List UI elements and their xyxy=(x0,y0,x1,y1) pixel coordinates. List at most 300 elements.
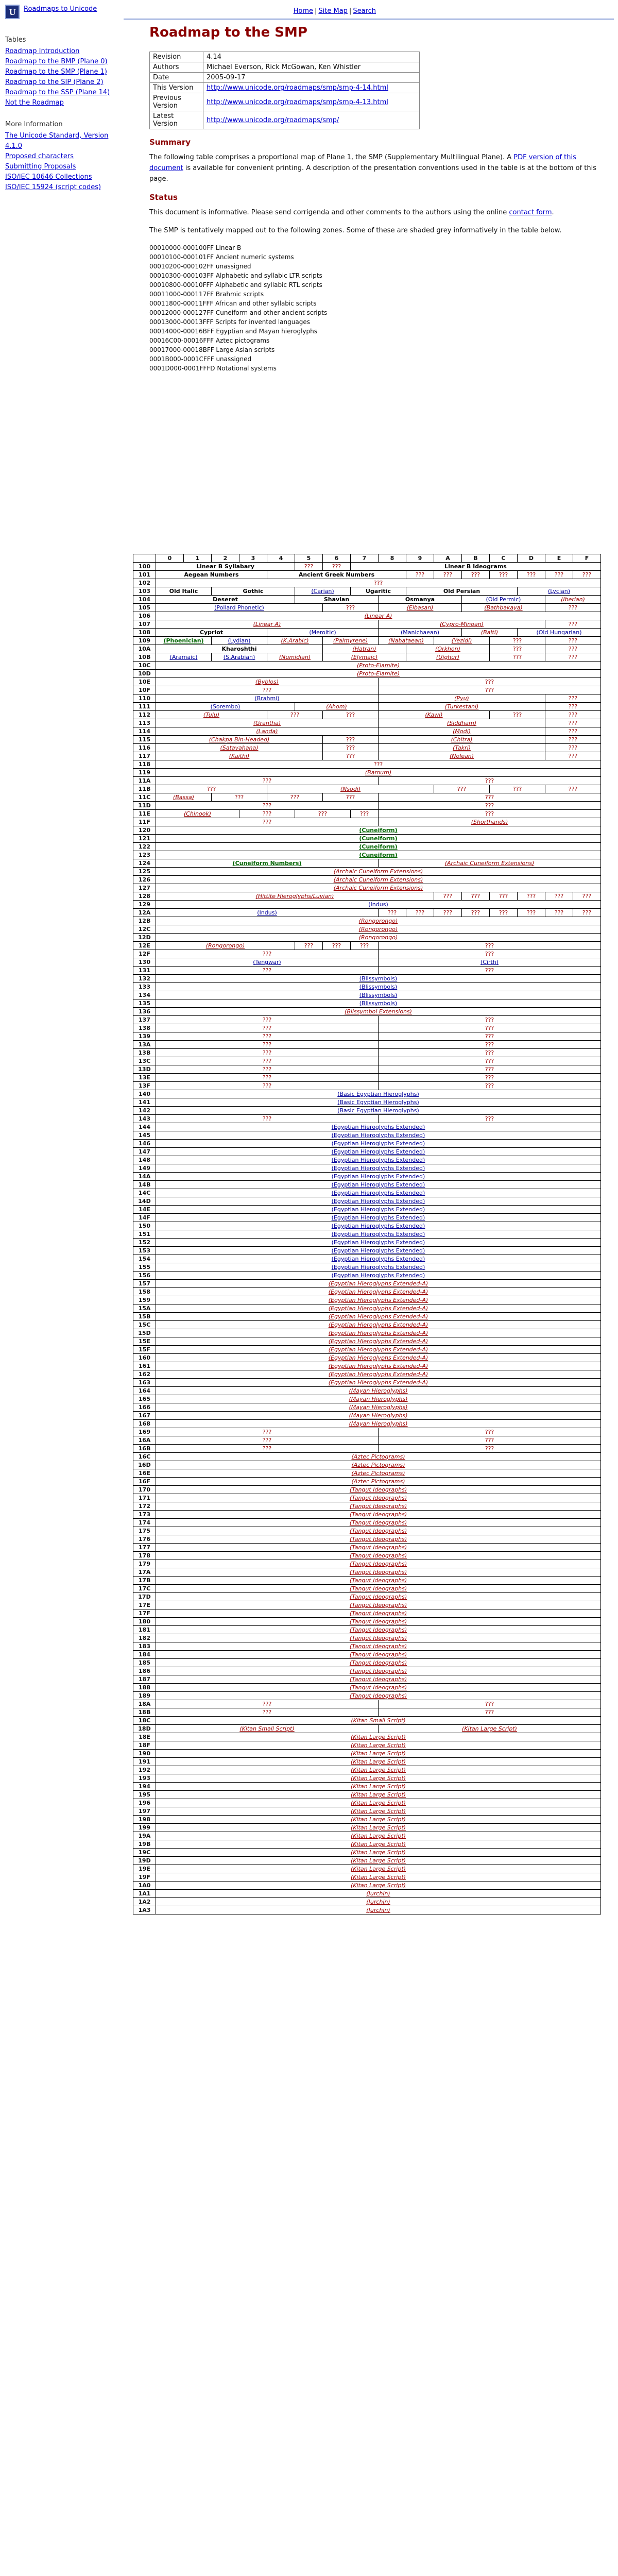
row-label: 103 xyxy=(133,587,156,596)
summary-paragraph xyxy=(149,152,603,184)
block-cell[interactable]: (Basic Egyptian Hieroglyphs) xyxy=(156,1107,601,1115)
block-cell[interactable]: Shavian xyxy=(295,596,379,604)
block-cell[interactable]: (Mayan Hieroglyphs) xyxy=(156,1403,601,1412)
block-cell[interactable]: (Rongorongo) xyxy=(156,942,295,950)
block-cell[interactable]: (Kitan Large Script) xyxy=(156,1873,601,1882)
unassigned-cell: ??? xyxy=(156,777,379,785)
block-cell[interactable]: (Nsodi) xyxy=(267,785,434,793)
nav-search-link[interactable]: Search xyxy=(353,7,376,15)
block-cell[interactable]: (Egyptian Hieroglyphs Extended) xyxy=(156,1247,601,1255)
block-cell[interactable]: (Tangut Ideographs) xyxy=(156,1692,601,1700)
unassigned-cell: ??? xyxy=(545,736,601,744)
unassigned-cell: ??? xyxy=(267,711,323,719)
block-cell[interactable]: Linear B Ideograms xyxy=(351,563,601,571)
block-cell[interactable]: (Kitan Large Script) xyxy=(156,1791,601,1799)
row-label: 11C xyxy=(133,793,156,802)
unassigned-cell: ??? xyxy=(379,1436,601,1445)
row-label: 123 xyxy=(133,851,156,859)
map-row xyxy=(133,1206,601,1214)
block-cell[interactable]: (Elbasan) xyxy=(379,604,462,612)
block-cell[interactable]: (Cuneiform) xyxy=(156,826,601,835)
block-cell[interactable]: (Egyptian Hieroglyphs Extended) xyxy=(156,1123,601,1131)
block-cell[interactable]: (Egyptian Hieroglyphs Extended-A) xyxy=(156,1321,601,1329)
block-cell[interactable]: (Aztec Pictograms) xyxy=(156,1469,601,1478)
block-cell[interactable]: (Tangut Ideographs) xyxy=(156,1511,601,1519)
block-cell[interactable]: (Blissymbols) xyxy=(156,983,601,991)
block-cell[interactable]: (Tangut Ideographs) xyxy=(156,1577,601,1585)
block-cell[interactable]: (Iberian) xyxy=(545,596,601,604)
previous-version-link[interactable]: http://www.unicode.org/roadmaps/smp/smp-4-13.html xyxy=(207,98,388,106)
block-cell[interactable]: (Satavahana) xyxy=(156,744,323,752)
sidebar-link-iso-15924[interactable]: ISO/IEC 15924 (script codes) xyxy=(5,183,101,191)
row-label: 144 xyxy=(133,1123,156,1131)
map-row xyxy=(133,1873,601,1882)
block-cell[interactable]: (Egyptian Hieroglyphs Extended) xyxy=(156,1255,601,1263)
block-cell[interactable]: (Egyptian Hieroglyphs Extended-A) xyxy=(156,1354,601,1362)
block-cell[interactable]: (Modi) xyxy=(379,727,545,736)
block-cell[interactable]: (Egyptian Hieroglyphs Extended) xyxy=(156,1173,601,1181)
block-cell[interactable]: (Cypro-Minoan) xyxy=(379,620,545,629)
block-cell[interactable]: (Cirth) xyxy=(379,958,601,967)
meta-key: Authors xyxy=(150,62,203,73)
block-cell[interactable]: (Egyptian Hieroglyphs Extended-A) xyxy=(156,1296,601,1304)
block-cell[interactable]: (Kitan Large Script) xyxy=(156,1832,601,1840)
column-header: B xyxy=(462,554,490,563)
unassigned-cell: ??? xyxy=(379,1032,601,1041)
block-cell[interactable]: (Brahmi) xyxy=(156,694,379,703)
pdf-version-link[interactable]: PDF version of this document xyxy=(149,154,576,172)
block-cell[interactable]: (Manichaean) xyxy=(379,629,462,637)
block-cell[interactable]: (Turkestani) xyxy=(379,703,545,711)
block-cell[interactable]: (Kitan Large Script) xyxy=(156,1774,601,1783)
map-row xyxy=(133,1346,601,1354)
block-cell[interactable]: (Archaic Cuneiform Extensions) xyxy=(379,859,601,868)
map-row xyxy=(133,1280,601,1288)
block-cell[interactable]: (Egyptian Hieroglyphs Extended) xyxy=(156,1206,601,1214)
map-row xyxy=(133,1758,601,1766)
block-cell[interactable]: (Egyptian Hieroglyphs Extended-A) xyxy=(156,1346,601,1354)
block-cell[interactable]: (Landa) xyxy=(156,727,379,736)
block-cell[interactable]: (Kitan Large Script) xyxy=(156,1807,601,1816)
block-cell[interactable]: (Tangut Ideographs) xyxy=(156,1601,601,1609)
block-cell[interactable]: (Numidian) xyxy=(267,653,323,662)
map-row xyxy=(133,1189,601,1197)
block-cell[interactable]: (Blissymbol Extensions) xyxy=(156,1008,601,1016)
block-cell[interactable]: (Indus) xyxy=(156,909,379,917)
block-cell[interactable]: (Cuneiform Numbers) xyxy=(156,859,379,868)
status-paragraph xyxy=(149,207,603,218)
block-cell[interactable]: Ugaritic xyxy=(351,587,406,596)
map-row xyxy=(133,653,601,662)
map-row xyxy=(133,1544,601,1552)
unassigned-cell: ??? xyxy=(323,752,379,760)
smp-allocation-table xyxy=(133,554,601,1914)
block-cell[interactable]: (Tangut Ideographs) xyxy=(156,1684,601,1692)
block-cell[interactable]: (Lydian) xyxy=(212,637,267,645)
block-cell[interactable]: Linear B Syllabary xyxy=(156,563,295,571)
block-cell[interactable]: (Tangut Ideographs) xyxy=(156,1552,601,1560)
block-cell[interactable]: (Tangut Ideographs) xyxy=(156,1609,601,1618)
block-cell[interactable]: (Meroitic) xyxy=(267,629,379,637)
block-cell[interactable]: (Byblos) xyxy=(156,678,379,686)
row-label: 177 xyxy=(133,1544,156,1552)
block-cell[interactable]: (Cuneiform) xyxy=(156,851,601,859)
block-cell[interactable]: (Tangut Ideographs) xyxy=(156,1642,601,1651)
block-cell[interactable]: (Tangut Ideographs) xyxy=(156,1618,601,1626)
unassigned-cell: ??? xyxy=(156,802,379,810)
block-cell[interactable]: (Kitan Large Script) xyxy=(156,1865,601,1873)
unassigned-cell: ??? xyxy=(545,653,601,662)
block-cell[interactable]: (Bathbakaya) xyxy=(462,604,545,612)
unassigned-cell: ??? xyxy=(379,1082,601,1090)
block-cell[interactable]: (Jurchin) xyxy=(156,1898,601,1906)
block-cell[interactable]: (Archaic Cuneiform Extensions) xyxy=(156,884,601,892)
block-cell[interactable]: (Bamum) xyxy=(156,769,601,777)
block-cell[interactable]: (Egyptian Hieroglyphs Extended) xyxy=(156,1222,601,1230)
block-cell[interactable]: (Tangut Ideographs) xyxy=(156,1626,601,1634)
unassigned-cell: ??? xyxy=(379,793,601,802)
block-cell[interactable]: (Tangut Ideographs) xyxy=(156,1519,601,1527)
block-cell[interactable]: (Grantha) xyxy=(156,719,379,727)
block-cell[interactable]: (Egyptian Hieroglyphs Extended) xyxy=(156,1181,601,1189)
unassigned-cell: ??? xyxy=(545,571,573,579)
block-cell[interactable]: (Balti) xyxy=(462,629,518,637)
row-label: 192 xyxy=(133,1766,156,1774)
block-cell[interactable]: (Proto-Elamite) xyxy=(156,670,601,678)
block-cell[interactable]: (Tangut Ideographs) xyxy=(156,1527,601,1535)
block-cell[interactable]: (Chakpa Bin-Headed) xyxy=(156,736,323,744)
map-row xyxy=(133,876,601,884)
map-row xyxy=(133,1173,601,1181)
block-cell[interactable]: (Kitan Large Script) xyxy=(156,1741,601,1750)
block-cell[interactable]: (Mayan Hieroglyphs) xyxy=(156,1420,601,1428)
block-cell[interactable]: (Archaic Cuneiform Extensions) xyxy=(156,868,601,876)
block-cell[interactable]: (Egyptian Hieroglyphs Extended-A) xyxy=(156,1280,601,1288)
block-cell[interactable]: (Egyptian Hieroglyphs Extended-A) xyxy=(156,1304,601,1313)
row-label: 148 xyxy=(133,1156,156,1164)
block-cell[interactable]: (Rongorongo) xyxy=(156,925,601,934)
unassigned-cell: ??? xyxy=(573,892,601,901)
block-cell[interactable]: (Kitan Large Script) xyxy=(156,1733,601,1741)
unassigned-cell: ??? xyxy=(434,785,490,793)
nav-home-link[interactable]: Home xyxy=(293,7,314,15)
block-cell[interactable]: (Linear A) xyxy=(156,612,601,620)
block-cell[interactable]: (Egyptian Hieroglyphs Extended-A) xyxy=(156,1329,601,1337)
block-cell[interactable]: (Hittite Hieroglyphs/Luvian) xyxy=(156,892,434,901)
map-row xyxy=(133,1214,601,1222)
block-cell[interactable]: (Cuneiform) xyxy=(156,843,601,851)
block-cell[interactable]: (Palmyrene) xyxy=(323,637,379,645)
this-version-link[interactable]: http://www.unicode.org/roadmaps/smp/smp-4-14.html xyxy=(207,84,388,92)
block-cell[interactable]: (Egyptian Hieroglyphs Extended) xyxy=(156,1189,601,1197)
block-cell[interactable]: (Kitan Small Script) xyxy=(156,1717,601,1725)
block-cell[interactable]: (Egyptian Hieroglyphs Extended) xyxy=(156,1214,601,1222)
block-cell[interactable]: (Egyptian Hieroglyphs Extended-A) xyxy=(156,1313,601,1321)
map-row xyxy=(133,1041,601,1049)
block-cell[interactable]: (Nabataean) xyxy=(379,637,434,645)
zone-item: 00011000-000117FF Brahmic scripts xyxy=(149,291,264,298)
block-cell[interactable]: (Tangut Ideographs) xyxy=(156,1585,601,1593)
map-row xyxy=(133,802,601,810)
block-cell[interactable]: (Egyptian Hieroglyphs Extended) xyxy=(156,1131,601,1140)
block-cell[interactable]: Osmanya xyxy=(379,596,462,604)
block-cell[interactable]: (Tangut Ideographs) xyxy=(156,1634,601,1642)
block-cell[interactable]: (Sorembo) xyxy=(156,703,295,711)
map-row xyxy=(133,1601,601,1609)
map-row xyxy=(133,1816,601,1824)
block-cell[interactable]: (Egyptian Hieroglyphs Extended-A) xyxy=(156,1370,601,1379)
block-cell[interactable]: (Siddham) xyxy=(379,719,545,727)
block-cell[interactable]: (Kitan Large Script) xyxy=(156,1849,601,1857)
map-row xyxy=(133,1461,601,1469)
unassigned-cell: ??? xyxy=(573,909,601,917)
block-cell[interactable]: (Cuneiform) xyxy=(156,835,601,843)
block-cell[interactable]: (S.Arabian) xyxy=(212,653,267,662)
block-cell[interactable]: Aegean Numbers xyxy=(156,571,267,579)
block-cell[interactable]: Deseret xyxy=(156,596,295,604)
block-cell[interactable]: (Egyptian Hieroglyphs Extended-A) xyxy=(156,1379,601,1387)
map-row xyxy=(133,901,601,909)
unassigned-cell: ??? xyxy=(379,1041,601,1049)
block-cell[interactable]: (Blissymbols) xyxy=(156,991,601,999)
page-title: Roadmap to the SMP xyxy=(149,25,307,40)
map-row xyxy=(133,917,601,925)
block-cell[interactable]: (Phoenician) xyxy=(156,637,212,645)
map-row xyxy=(133,694,601,703)
block-cell[interactable]: (Tangut Ideographs) xyxy=(156,1502,601,1511)
block-cell[interactable]: (Pollard Phonetic) xyxy=(156,604,323,612)
meta-row xyxy=(150,93,420,111)
block-cell[interactable]: (Tangut Ideographs) xyxy=(156,1568,601,1577)
block-cell[interactable]: (Aztec Pictograms) xyxy=(156,1478,601,1486)
map-row xyxy=(133,810,601,818)
row-label: 164 xyxy=(133,1387,156,1395)
block-cell[interactable]: Old Italic xyxy=(156,587,212,596)
block-cell[interactable]: (Kaithi) xyxy=(156,752,323,760)
block-cell[interactable]: (Tangut Ideographs) xyxy=(156,1675,601,1684)
block-cell[interactable]: (Indus) xyxy=(156,901,601,909)
block-cell[interactable]: (Aztec Pictograms) xyxy=(156,1453,601,1461)
unicode-logo[interactable] xyxy=(5,5,20,19)
main-content xyxy=(149,24,603,378)
map-row xyxy=(133,1090,601,1098)
block-cell[interactable]: (Old Hungarian) xyxy=(518,629,601,637)
block-cell[interactable]: (Egyptian Hieroglyphs Extended) xyxy=(156,1164,601,1173)
map-row xyxy=(133,769,601,777)
block-cell[interactable]: (Tangut Ideographs) xyxy=(156,1651,601,1659)
block-cell[interactable]: (Kitan Large Script) xyxy=(156,1758,601,1766)
map-row xyxy=(133,1692,601,1700)
sidebar-link-sip[interactable]: Roadmap to the SIP (Plane 2) xyxy=(5,78,104,86)
nav-separator: | xyxy=(349,7,352,15)
block-cell[interactable]: Old Persian xyxy=(406,587,518,596)
block-cell[interactable]: (Basic Egyptian Hieroglyphs) xyxy=(156,1098,601,1107)
row-label: 104 xyxy=(133,596,156,604)
block-cell[interactable]: (Mayan Hieroglyphs) xyxy=(156,1412,601,1420)
block-cell[interactable]: (Kitan Large Script) xyxy=(156,1840,601,1849)
map-row xyxy=(133,1634,601,1642)
block-cell[interactable]: (Yezidi) xyxy=(434,637,490,645)
row-label: 115 xyxy=(133,736,156,744)
contact-form-link[interactable]: contact form xyxy=(509,209,552,216)
sidebar-link-proposed-characters[interactable]: Proposed characters xyxy=(5,152,74,160)
block-cell[interactable]: (Tulu) xyxy=(156,711,267,719)
block-cell[interactable]: (Takri) xyxy=(379,744,545,752)
block-cell[interactable]: (Chinook) xyxy=(156,810,239,818)
sidebar-link-ssp[interactable]: Roadmap to the SSP (Plane 14) xyxy=(5,89,110,96)
block-cell[interactable]: (Aramaic) xyxy=(156,653,212,662)
block-cell[interactable]: (Nolean) xyxy=(379,752,545,760)
row-label: 16C xyxy=(133,1453,156,1461)
row-label: 166 xyxy=(133,1403,156,1412)
unassigned-cell: ??? xyxy=(295,563,323,571)
unassigned-cell: ??? xyxy=(156,967,379,975)
unassigned-cell: ??? xyxy=(545,637,601,645)
latest-version-link[interactable]: http://www.unicode.org/roadmaps/smp/ xyxy=(207,116,339,124)
map-row xyxy=(133,1082,601,1090)
sidebar-link-submitting-proposals[interactable]: Submitting Proposals xyxy=(5,163,76,171)
block-cell[interactable]: (Lycian) xyxy=(518,587,601,596)
block-cell[interactable]: (Tangut Ideographs) xyxy=(156,1659,601,1667)
unassigned-cell: ??? xyxy=(490,892,518,901)
row-label: 169 xyxy=(133,1428,156,1436)
zone-item: 00010300-000103FF Alphabetic and syllabic LTR scripts xyxy=(149,272,322,279)
block-cell[interactable]: (Tangut Ideographs) xyxy=(156,1560,601,1568)
unassigned-cell: ??? xyxy=(156,1700,379,1708)
block-cell[interactable]: (Proto-Elamite) xyxy=(156,662,601,670)
block-cell[interactable]: (Pyu) xyxy=(379,694,545,703)
block-cell[interactable]: (Uighur) xyxy=(406,653,490,662)
row-label: 130 xyxy=(133,958,156,967)
block-cell[interactable]: (K.Arabic) xyxy=(267,637,323,645)
row-label: 189 xyxy=(133,1692,156,1700)
block-cell[interactable]: (Egyptian Hieroglyphs Extended) xyxy=(156,1263,601,1272)
block-cell[interactable]: (Bassa) xyxy=(156,793,212,802)
row-label: 118 xyxy=(133,760,156,769)
sidebar-link-bmp[interactable]: Roadmap to the BMP (Plane 0) xyxy=(5,58,108,65)
column-header: A xyxy=(434,554,462,563)
block-cell[interactable]: (Tangut Ideographs) xyxy=(156,1535,601,1544)
unassigned-cell: ??? xyxy=(156,818,379,826)
block-cell[interactable]: (Tangut Ideographs) xyxy=(156,1667,601,1675)
block-cell[interactable]: (Jurchin) xyxy=(156,1890,601,1898)
block-cell[interactable]: (Kawi) xyxy=(379,711,490,719)
sidebar-link-smp[interactable]: Roadmap to the SMP (Plane 1) xyxy=(5,68,107,76)
row-label: 131 xyxy=(133,967,156,975)
block-cell[interactable]: (Tangut Ideographs) xyxy=(156,1593,601,1601)
block-cell[interactable]: Cypriot xyxy=(156,629,267,637)
site-title-link[interactable]: Roadmaps to Unicode xyxy=(24,5,97,13)
block-cell[interactable]: (Shorthands) xyxy=(379,818,601,826)
unassigned-cell: ??? xyxy=(156,1708,379,1717)
block-cell[interactable]: (Kitan Large Script) xyxy=(156,1824,601,1832)
block-cell[interactable]: (Linear A) xyxy=(156,620,379,629)
block-cell[interactable]: (Chitra) xyxy=(379,736,545,744)
block-cell[interactable]: Ancient Greek Numbers xyxy=(267,571,406,579)
block-cell[interactable]: (Blissymbols) xyxy=(156,975,601,983)
sidebar-link-unicode-standard[interactable]: The Unicode Standard, Version 4.1.0 xyxy=(5,132,109,150)
map-row xyxy=(133,1156,601,1164)
unassigned-cell: ??? xyxy=(379,909,406,917)
block-cell[interactable]: (Egyptian Hieroglyphs Extended) xyxy=(156,1156,601,1164)
block-cell[interactable]: (Kitan Large Script) xyxy=(156,1783,601,1791)
block-cell[interactable]: (Egyptian Hieroglyphs Extended) xyxy=(156,1140,601,1148)
block-cell[interactable]: (Rongorongo) xyxy=(156,917,601,925)
block-cell[interactable]: (Basic Egyptian Hieroglyphs) xyxy=(156,1090,601,1098)
block-cell[interactable]: (Kitan Large Script) xyxy=(156,1882,601,1890)
sidebar-link-roadmap-introduction[interactable]: Roadmap Introduction xyxy=(5,47,80,55)
block-cell[interactable]: (Egyptian Hieroglyphs Extended-A) xyxy=(156,1337,601,1346)
block-cell[interactable]: (Carian) xyxy=(295,587,351,596)
unassigned-cell: ??? xyxy=(379,1115,601,1123)
block-cell[interactable]: (Egyptian Hieroglyphs Extended) xyxy=(156,1197,601,1206)
block-cell[interactable]: (Aztec Pictograms) xyxy=(156,1461,601,1469)
block-cell[interactable]: Kharoshthi xyxy=(156,645,323,653)
row-label: 1A0 xyxy=(133,1882,156,1890)
row-label: 19E xyxy=(133,1865,156,1873)
block-cell[interactable]: (Rongorongo) xyxy=(156,934,601,942)
block-cell[interactable]: (Egyptian Hieroglyphs Extended) xyxy=(156,1272,601,1280)
sidebar-link-not-the-roadmap[interactable]: Not the Roadmap xyxy=(5,99,64,107)
block-cell[interactable]: (Kitan Large Script) xyxy=(156,1766,601,1774)
row-label: 10F xyxy=(133,686,156,694)
unassigned-cell: ??? xyxy=(379,1708,601,1717)
block-cell[interactable]: (Tangut Ideographs) xyxy=(156,1494,601,1502)
block-cell[interactable]: (Kitan Large Script) xyxy=(156,1750,601,1758)
row-label: 18F xyxy=(133,1741,156,1750)
block-cell[interactable]: (Archaic Cuneiform Extensions) xyxy=(156,876,601,884)
top-nav xyxy=(294,7,376,15)
block-cell[interactable]: (Old Permic) xyxy=(462,596,545,604)
block-cell[interactable]: (Kitan Large Script) xyxy=(156,1816,601,1824)
block-cell[interactable]: (Egyptian Hieroglyphs Extended) xyxy=(156,1148,601,1156)
block-cell[interactable]: (Kitan Large Script) xyxy=(156,1857,601,1865)
row-label: 17A xyxy=(133,1568,156,1577)
nav-site-map-link[interactable]: Site Map xyxy=(318,7,348,15)
block-cell[interactable]: (Mayan Hieroglyphs) xyxy=(156,1395,601,1403)
status-heading: Status xyxy=(149,193,178,202)
sidebar-link-iso-collections[interactable]: ISO/IEC 10646 Collections xyxy=(5,173,92,181)
block-cell[interactable]: (Blissymbols) xyxy=(156,999,601,1008)
block-cell[interactable]: (Kitan Large Script) xyxy=(379,1725,601,1733)
block-cell[interactable]: (Jurchin) xyxy=(156,1906,601,1914)
block-cell[interactable]: (Tengwar) xyxy=(156,958,379,967)
block-cell[interactable]: (Egyptian Hieroglyphs Extended) xyxy=(156,1239,601,1247)
map-row xyxy=(133,909,601,917)
row-label: 160 xyxy=(133,1354,156,1362)
block-cell[interactable]: (Tangut Ideographs) xyxy=(156,1486,601,1494)
block-cell[interactable]: (Egyptian Hieroglyphs Extended-A) xyxy=(156,1288,601,1296)
block-cell[interactable]: (Kitan Large Script) xyxy=(156,1799,601,1807)
block-cell[interactable]: (Egyptian Hieroglyphs Extended-A) xyxy=(156,1362,601,1370)
zone-item: 00012000-000127FF Cuneiform and other ancient scripts xyxy=(149,309,328,316)
block-cell[interactable]: (Elymaic) xyxy=(323,653,406,662)
block-cell[interactable]: (Kitan Small Script) xyxy=(156,1725,379,1733)
map-row xyxy=(133,1222,601,1230)
map-row xyxy=(133,1898,601,1906)
unassigned-cell: ??? xyxy=(379,686,601,694)
map-row xyxy=(133,942,601,950)
map-row xyxy=(133,1354,601,1362)
block-cell[interactable]: (Ahom) xyxy=(295,703,379,711)
block-cell[interactable]: (Tangut Ideographs) xyxy=(156,1544,601,1552)
block-cell[interactable]: (Mayan Hieroglyphs) xyxy=(156,1387,601,1395)
block-cell[interactable]: Gothic xyxy=(212,587,295,596)
unassigned-cell: ??? xyxy=(295,810,351,818)
block-cell[interactable]: (Orkhon) xyxy=(406,645,490,653)
block-cell[interactable]: (Egyptian Hieroglyphs Extended) xyxy=(156,1230,601,1239)
block-cell[interactable]: (Hatran) xyxy=(323,645,406,653)
